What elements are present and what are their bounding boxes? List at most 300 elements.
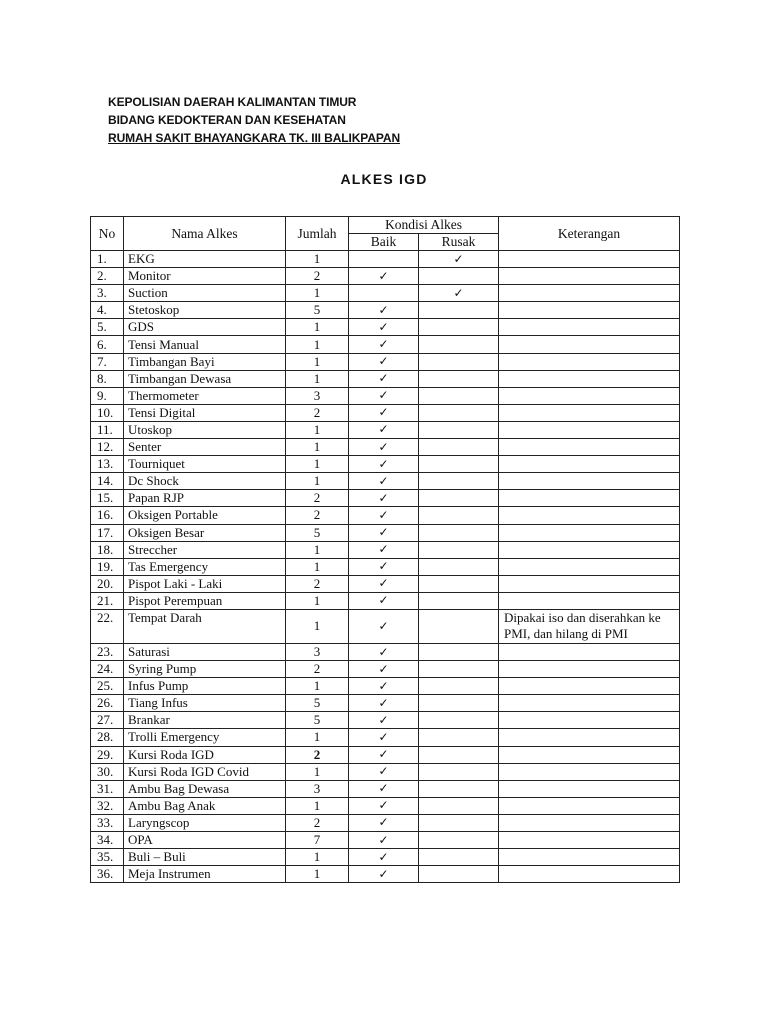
- check-icon: ✓: [453, 285, 464, 300]
- cell-baik: [349, 712, 419, 729]
- row-no: 13.: [91, 456, 124, 473]
- row-nama: Trolli Emergency: [124, 729, 286, 746]
- row-no: 2.: [91, 268, 124, 285]
- cell-baik: [349, 592, 419, 609]
- row-nama: Laryngscop: [124, 814, 286, 831]
- check-icon: ✓: [378, 849, 389, 864]
- cell-rusak: [419, 797, 499, 814]
- cell-baik: [349, 797, 419, 814]
- check-icon: ✓: [378, 507, 389, 522]
- row-no: 25.: [91, 678, 124, 695]
- row-keterangan: [499, 575, 680, 592]
- cell-rusak: [419, 643, 499, 660]
- table-row: [91, 251, 680, 268]
- row-nama: Streccher: [124, 541, 286, 558]
- row-nama: Tiang Infus: [124, 695, 286, 712]
- cell-baik: [349, 490, 419, 507]
- check-icon: ✓: [378, 832, 389, 847]
- row-no: 12.: [91, 439, 124, 456]
- row-jumlah: 3: [286, 780, 349, 797]
- row-no: 32.: [91, 797, 124, 814]
- cell-rusak: [419, 387, 499, 404]
- cell-rusak: [419, 763, 499, 780]
- cell-rusak: [419, 592, 499, 609]
- row-keterangan: [499, 302, 680, 319]
- check-icon: ✓: [378, 542, 389, 557]
- row-jumlah: 7: [286, 832, 349, 849]
- row-jumlah: 2: [286, 507, 349, 524]
- cell-baik: [349, 421, 419, 438]
- row-nama: Ambu Bag Anak: [124, 797, 286, 814]
- check-icon: ✓: [378, 388, 389, 403]
- cell-baik: [349, 524, 419, 541]
- row-nama: Tensi Manual: [124, 336, 286, 353]
- row-no: 1.: [91, 251, 124, 268]
- table-row: [91, 866, 680, 883]
- row-jumlah: 5: [286, 302, 349, 319]
- row-jumlah: 1: [286, 319, 349, 336]
- row-keterangan: [499, 541, 680, 558]
- row-nama: Pispot Laki - Laki: [124, 575, 286, 592]
- row-no: 19.: [91, 558, 124, 575]
- row-nama: Buli – Buli: [124, 849, 286, 866]
- check-icon: ✓: [378, 661, 389, 676]
- row-nama: Tempat Darah: [124, 609, 286, 643]
- cell-baik: [349, 678, 419, 695]
- row-keterangan: [499, 404, 680, 421]
- table-row: [91, 558, 680, 575]
- cell-rusak: [419, 695, 499, 712]
- row-keterangan: [499, 643, 680, 660]
- page-title: ALKES IGD: [340, 171, 428, 187]
- table-row: [91, 763, 680, 780]
- row-keterangan: [499, 746, 680, 763]
- row-keterangan: [499, 370, 680, 387]
- table-row: [91, 695, 680, 712]
- table-row: [91, 285, 680, 302]
- cell-baik: [349, 729, 419, 746]
- cell-baik: [349, 285, 419, 302]
- check-icon: ✓: [378, 747, 389, 762]
- table-row: [91, 541, 680, 558]
- row-nama: Saturasi: [124, 643, 286, 660]
- check-icon: ✓: [378, 525, 389, 540]
- cell-rusak: [419, 558, 499, 575]
- cell-baik: [349, 541, 419, 558]
- cell-rusak: [419, 319, 499, 336]
- row-jumlah: 1: [286, 866, 349, 883]
- cell-rusak: [419, 609, 499, 643]
- row-keterangan: [499, 507, 680, 524]
- row-keterangan: [499, 695, 680, 712]
- table-row: [91, 592, 680, 609]
- check-icon: ✓: [378, 319, 389, 334]
- cell-baik: [349, 575, 419, 592]
- row-keterangan: [499, 285, 680, 302]
- row-nama: Kursi Roda IGD Covid: [124, 763, 286, 780]
- row-no: 18.: [91, 541, 124, 558]
- row-jumlah: 2: [286, 661, 349, 678]
- col-header-jumlah: Jumlah: [286, 217, 349, 251]
- row-no: 28.: [91, 729, 124, 746]
- table-row: [91, 336, 680, 353]
- cell-baik: [349, 336, 419, 353]
- row-jumlah: 1: [286, 558, 349, 575]
- cell-rusak: [419, 439, 499, 456]
- row-keterangan: [499, 661, 680, 678]
- cell-baik: [349, 780, 419, 797]
- check-icon: ✓: [378, 354, 389, 369]
- row-keterangan: [499, 336, 680, 353]
- row-keterangan: [499, 319, 680, 336]
- row-jumlah: 1: [286, 592, 349, 609]
- check-icon: ✓: [378, 781, 389, 796]
- row-keterangan: [499, 251, 680, 268]
- table-row: [91, 421, 680, 438]
- row-nama: Oksigen Besar: [124, 524, 286, 541]
- row-no: 16.: [91, 507, 124, 524]
- table-row: [91, 780, 680, 797]
- cell-baik: [349, 643, 419, 660]
- row-keterangan: [499, 387, 680, 404]
- col-header-keterangan: Keterangan: [499, 217, 680, 251]
- row-nama: Infus Pump: [124, 678, 286, 695]
- check-icon: ✓: [378, 302, 389, 317]
- cell-rusak: [419, 729, 499, 746]
- table-row: [91, 832, 680, 849]
- row-no: 14.: [91, 473, 124, 490]
- cell-rusak: [419, 849, 499, 866]
- table-row: [91, 353, 680, 370]
- cell-baik: [349, 814, 419, 831]
- row-jumlah: 1: [286, 729, 349, 746]
- row-nama: Kursi Roda IGD: [124, 746, 286, 763]
- check-icon: ✓: [378, 798, 389, 813]
- table-row: [91, 729, 680, 746]
- cell-rusak: [419, 780, 499, 797]
- cell-baik: [349, 832, 419, 849]
- row-no: 24.: [91, 661, 124, 678]
- check-icon: ✓: [378, 490, 389, 505]
- row-jumlah: 1: [286, 849, 349, 866]
- row-nama: Meja Instrumen: [124, 866, 286, 883]
- row-no: 6.: [91, 336, 124, 353]
- cell-rusak: [419, 251, 499, 268]
- row-nama: Utoskop: [124, 421, 286, 438]
- cell-baik: [349, 746, 419, 763]
- table-row: [91, 575, 680, 592]
- col-header-baik: Baik: [349, 234, 419, 251]
- row-keterangan: [499, 729, 680, 746]
- row-nama: Timbangan Bayi: [124, 353, 286, 370]
- row-no: 7.: [91, 353, 124, 370]
- check-icon: ✓: [378, 593, 389, 608]
- row-nama: Tourniquet: [124, 456, 286, 473]
- table-row: [91, 473, 680, 490]
- check-icon: ✓: [378, 405, 389, 420]
- check-icon: ✓: [378, 729, 389, 744]
- row-keterangan: [499, 353, 680, 370]
- row-keterangan: [499, 490, 680, 507]
- check-icon: ✓: [378, 422, 389, 437]
- row-keterangan: [499, 678, 680, 695]
- check-icon: ✓: [378, 618, 389, 633]
- row-no: 22.: [91, 609, 124, 643]
- row-jumlah: 2: [286, 404, 349, 421]
- cell-baik: [349, 456, 419, 473]
- cell-rusak: [419, 507, 499, 524]
- table-row: [91, 507, 680, 524]
- row-jumlah: 1: [286, 370, 349, 387]
- check-icon: ✓: [378, 456, 389, 471]
- cell-baik: [349, 558, 419, 575]
- row-keterangan: [499, 558, 680, 575]
- row-no: 11.: [91, 421, 124, 438]
- check-icon: ✓: [378, 268, 389, 283]
- table-row: [91, 302, 680, 319]
- cell-rusak: [419, 866, 499, 883]
- cell-rusak: [419, 661, 499, 678]
- row-nama: Suction: [124, 285, 286, 302]
- check-icon: ✓: [378, 371, 389, 386]
- row-keterangan: [499, 797, 680, 814]
- row-jumlah: 2: [286, 268, 349, 285]
- row-jumlah: 2: [286, 814, 349, 831]
- cell-rusak: [419, 268, 499, 285]
- check-icon: ✓: [378, 576, 389, 591]
- row-jumlah: 1: [286, 439, 349, 456]
- row-jumlah: 1: [286, 797, 349, 814]
- row-nama: Dc Shock: [124, 473, 286, 490]
- row-jumlah: 1: [286, 336, 349, 353]
- row-keterangan: [499, 780, 680, 797]
- row-keterangan: [499, 456, 680, 473]
- cell-rusak: [419, 285, 499, 302]
- cell-rusak: [419, 746, 499, 763]
- row-no: 30.: [91, 763, 124, 780]
- row-no: 3.: [91, 285, 124, 302]
- table-row: [91, 319, 680, 336]
- row-jumlah: 3: [286, 643, 349, 660]
- row-no: 35.: [91, 849, 124, 866]
- row-jumlah: 2: [286, 490, 349, 507]
- row-nama: Thermometer: [124, 387, 286, 404]
- cell-rusak: [419, 678, 499, 695]
- row-nama: Pispot Perempuan: [124, 592, 286, 609]
- row-jumlah: 1: [286, 456, 349, 473]
- cell-rusak: [419, 814, 499, 831]
- col-header-kondisi: Kondisi Alkes: [349, 217, 499, 234]
- row-keterangan: [499, 524, 680, 541]
- cell-rusak: [419, 473, 499, 490]
- check-icon: ✓: [378, 764, 389, 779]
- cell-rusak: [419, 353, 499, 370]
- row-keterangan: [499, 712, 680, 729]
- row-no: 8.: [91, 370, 124, 387]
- row-keterangan: [499, 866, 680, 883]
- cell-rusak: [419, 336, 499, 353]
- row-no: 34.: [91, 832, 124, 849]
- row-nama: Brankar: [124, 712, 286, 729]
- row-no: 29.: [91, 746, 124, 763]
- row-nama: Stetoskop: [124, 302, 286, 319]
- row-jumlah: 1: [286, 541, 349, 558]
- table-row: [91, 404, 680, 421]
- table-row: [91, 643, 680, 660]
- check-icon: ✓: [378, 695, 389, 710]
- row-keterangan: [499, 592, 680, 609]
- row-no: 26.: [91, 695, 124, 712]
- cell-rusak: [419, 302, 499, 319]
- row-nama: EKG: [124, 251, 286, 268]
- table-row: [91, 387, 680, 404]
- row-no: 4.: [91, 302, 124, 319]
- cell-rusak: [419, 421, 499, 438]
- cell-rusak: [419, 541, 499, 558]
- table-row: [91, 814, 680, 831]
- check-icon: ✓: [378, 337, 389, 352]
- table-body: [91, 251, 680, 883]
- cell-baik: [349, 268, 419, 285]
- row-nama: GDS: [124, 319, 286, 336]
- row-keterangan: [499, 473, 680, 490]
- cell-rusak: [419, 404, 499, 421]
- cell-rusak: [419, 832, 499, 849]
- cell-rusak: [419, 712, 499, 729]
- row-keterangan: [499, 763, 680, 780]
- row-no: 31.: [91, 780, 124, 797]
- cell-baik: [349, 763, 419, 780]
- row-jumlah: 2: [286, 575, 349, 592]
- cell-baik: [349, 404, 419, 421]
- row-keterangan: [499, 814, 680, 831]
- row-no: 36.: [91, 866, 124, 883]
- check-icon: ✓: [378, 866, 389, 881]
- row-jumlah: 1: [286, 285, 349, 302]
- row-keterangan: [499, 421, 680, 438]
- cell-baik: [349, 302, 419, 319]
- row-keterangan: Dipakai iso dan diserahkan ke PMI, dan hilang di PMI: [499, 609, 680, 643]
- row-nama: Ambu Bag Dewasa: [124, 780, 286, 797]
- row-no: 5.: [91, 319, 124, 336]
- check-icon: ✓: [378, 559, 389, 574]
- row-jumlah: 5: [286, 524, 349, 541]
- row-no: 33.: [91, 814, 124, 831]
- row-jumlah: 5: [286, 695, 349, 712]
- cell-baik: [349, 353, 419, 370]
- cell-baik: [349, 439, 419, 456]
- row-nama: Tas Emergency: [124, 558, 286, 575]
- row-nama: Syring Pump: [124, 661, 286, 678]
- header-department: BIDANG KEDOKTERAN DAN KESEHATAN: [108, 113, 346, 127]
- row-nama: Papan RJP: [124, 490, 286, 507]
- cell-baik: [349, 473, 419, 490]
- row-jumlah: 1: [286, 763, 349, 780]
- row-no: 17.: [91, 524, 124, 541]
- check-icon: ✓: [378, 678, 389, 693]
- row-jumlah: 3: [286, 387, 349, 404]
- row-no: 10.: [91, 404, 124, 421]
- row-no: 23.: [91, 643, 124, 660]
- row-keterangan: [499, 268, 680, 285]
- col-header-rusak: Rusak: [419, 234, 499, 251]
- row-no: 21.: [91, 592, 124, 609]
- table-row: [91, 661, 680, 678]
- table-row: [91, 849, 680, 866]
- check-icon: ✓: [378, 815, 389, 830]
- col-header-no: No: [91, 217, 124, 251]
- table-row: [91, 439, 680, 456]
- row-no: 27.: [91, 712, 124, 729]
- table-row: [91, 370, 680, 387]
- row-nama: Senter: [124, 439, 286, 456]
- header-hospital: RUMAH SAKIT BHAYANGKARA TK. III BALIKPAPAN: [108, 131, 401, 145]
- row-no: 20.: [91, 575, 124, 592]
- row-jumlah: 1: [286, 678, 349, 695]
- cell-baik: [349, 319, 419, 336]
- row-jumlah: 1: [286, 251, 349, 268]
- table-row: [91, 456, 680, 473]
- table-row: [91, 712, 680, 729]
- row-jumlah: 1: [286, 353, 349, 370]
- cell-baik: [349, 251, 419, 268]
- row-jumlah: 1: [286, 473, 349, 490]
- cell-baik: [349, 370, 419, 387]
- cell-rusak: [419, 456, 499, 473]
- equipment-table: [90, 216, 680, 883]
- table-row: [91, 797, 680, 814]
- cell-rusak: [419, 370, 499, 387]
- cell-baik: [349, 661, 419, 678]
- check-icon: ✓: [453, 251, 464, 266]
- row-jumlah: 2: [286, 746, 349, 763]
- cell-rusak: [419, 490, 499, 507]
- row-keterangan: [499, 849, 680, 866]
- document-header: [108, 93, 400, 147]
- check-icon: ✓: [378, 439, 389, 454]
- table-row: [91, 746, 680, 763]
- row-nama: Monitor: [124, 268, 286, 285]
- table-row: [91, 268, 680, 285]
- row-nama: Tensi Digital: [124, 404, 286, 421]
- table-row: [91, 524, 680, 541]
- cell-baik: [349, 695, 419, 712]
- col-header-nama: Nama Alkes: [124, 217, 286, 251]
- row-keterangan: [499, 832, 680, 849]
- cell-baik: [349, 387, 419, 404]
- row-nama: OPA: [124, 832, 286, 849]
- row-jumlah: 5: [286, 712, 349, 729]
- check-icon: ✓: [378, 644, 389, 659]
- cell-baik: [349, 507, 419, 524]
- table-row: [91, 609, 680, 643]
- row-nama: Timbangan Dewasa: [124, 370, 286, 387]
- table-row: [91, 490, 680, 507]
- row-nama: Oksigen Portable: [124, 507, 286, 524]
- row-no: 15.: [91, 490, 124, 507]
- check-icon: ✓: [378, 473, 389, 488]
- row-jumlah: 1: [286, 609, 349, 643]
- cell-baik: [349, 849, 419, 866]
- cell-baik: [349, 609, 419, 643]
- table-row: [91, 678, 680, 695]
- row-no: 9.: [91, 387, 124, 404]
- row-jumlah: 1: [286, 421, 349, 438]
- row-keterangan: [499, 439, 680, 456]
- check-icon: ✓: [378, 712, 389, 727]
- cell-baik: [349, 866, 419, 883]
- cell-rusak: [419, 575, 499, 592]
